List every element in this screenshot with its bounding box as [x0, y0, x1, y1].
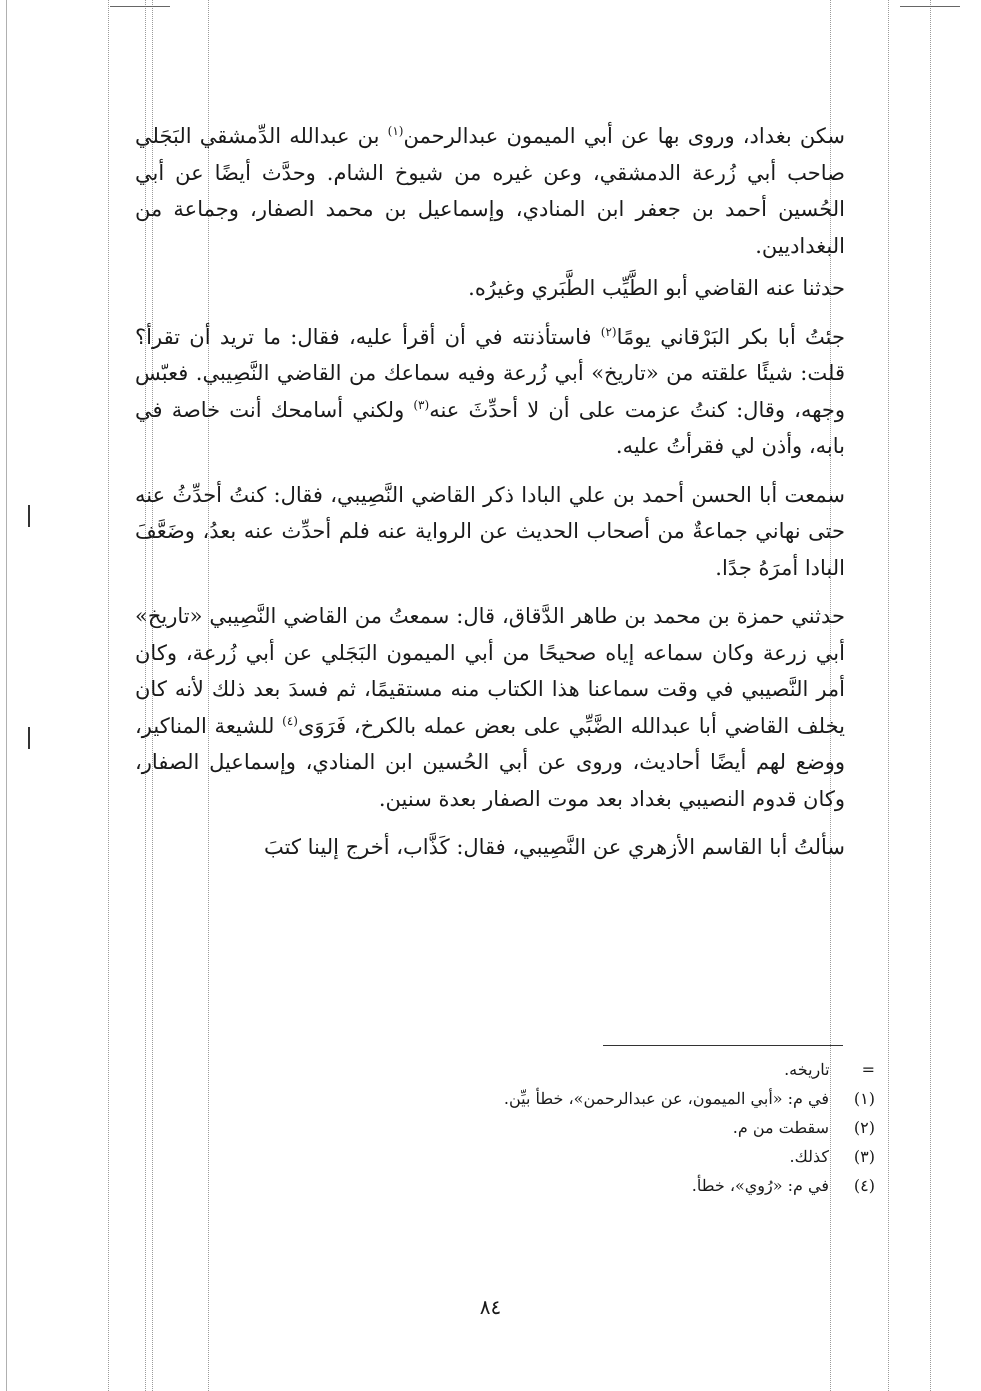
- paragraph-text: للشيعة المناكير، ووضع لهم أيضًا أحاديث، وروى عن أبي الحُسين ابن المنادي، وإسماعيل الصفار، وكان قدوم النصيبي بغداد بعد موت الصفار بعدة سنين.: [135, 713, 845, 811]
- paragraph-text: حدثنا عنه القاضي أبو الطَّيِّب الطَّبَري وغيرُه.: [468, 276, 845, 300]
- footnote-continuation: [380, 1055, 875, 1084]
- paragraph-text: بن عبدالله الدِّمشقي البَجَلي صاحب أبي زُرعة الدمشقي، وعن غيره من شيوخ الشام. وحدَّث أيضًا عن أبي الحُسين أحمد بن جعفر ابن المنادي، وإسماعيل بن محمد الصفار، وجماعة من البغداديين.: [135, 124, 845, 258]
- footnote-item: [380, 1113, 875, 1142]
- paragraph-text: ولكني أسامحك أنت خاصة في بابه، وأذن لي فقرأتُ عليه.: [135, 397, 845, 458]
- paragraph: [135, 829, 845, 866]
- continuation-mark: =: [861, 1060, 875, 1079]
- footnote-text: تاريخه.: [784, 1060, 830, 1079]
- paragraph: [135, 598, 845, 817]
- scan-top-rule: [110, 6, 170, 7]
- page-number: ٨٤: [479, 1295, 502, 1319]
- footnote-ref: (٣): [413, 397, 430, 412]
- scan-guide-line: [108, 0, 109, 1391]
- footnote-separator: [603, 1045, 843, 1046]
- scan-guide-line: [888, 0, 889, 1391]
- footnote-ref: (٤): [282, 713, 298, 728]
- paragraph: [135, 477, 845, 587]
- footnotes: [380, 1055, 875, 1200]
- paragraph-text: سألتُ أبا القاسم الأزهري عن النَّصِيبي، فقال: كَذَّاب، أخرج إلينا كتبَ: [264, 835, 845, 859]
- footnote-text: سقطت من م.: [732, 1118, 829, 1137]
- paragraph-text: حدثني حمزة بن محمد بن طاهر الدَّقاق، قال: سمعتُ من القاضي النَّصِيبي «تاريخ» أبي زرعة وكان سماعه إياه صحيحًا من أبي الميمون البَجَلي عن أبي زُرعة، وكان أمر النَّصيبي في وقت سماعنا هذا الكتاب منه مستقيمًا، ثم فسدَ بعد ذلك لأنه كان يخلف القاضي أبا عبدالله الضَّبِّي على بعض عمله بالكرخ، فَرَوَى: [135, 604, 845, 738]
- footnote-number: (٢): [853, 1118, 875, 1137]
- footnote-item: [380, 1084, 875, 1113]
- scan-top-rule: [900, 6, 960, 7]
- scan-guide-line: [930, 0, 931, 1391]
- scan-edge-mark: [28, 505, 30, 527]
- footnote-ref: (٢): [600, 324, 617, 339]
- paragraph-text: سكن بغداد، وروى بها عن أبي الميمون عبدالرحمن: [403, 124, 845, 148]
- scan-border-line: [6, 0, 7, 1391]
- paragraph: [135, 118, 845, 264]
- footnote-ref: (١): [387, 124, 404, 138]
- footnote-item: [380, 1142, 875, 1171]
- paragraph-text: جئتُ أبا بكر البَرْقاني يومًا: [616, 324, 845, 349]
- paragraph: [135, 319, 845, 465]
- page-body: [135, 118, 845, 866]
- scan-edge-mark: [28, 727, 30, 749]
- paragraph-text: فاستأذنته في أن أقرأ عليه، فقال: ما تريد أن تقرأ؟ قلت: شيئًا علقته من «تاريخ» أبي زُرعة وفيه سماعك من القاضي النَّصِيبي. فعبّس وجهه، وقال: كنتُ عزمت على أن لا أحدِّثَ عنه: [135, 324, 846, 422]
- footnote-number: (٣): [853, 1147, 875, 1166]
- paragraph-text: سمعت أبا الحسن أحمد بن علي البادا ذكر القاضي النَّصِيبي، فقال: كنتُ أحدِّثُ عنه حتى نهاني جماعةٌ من أصحاب الحديث عن الرواية عنه فلم أحدِّث عنه بعدُ، وضَعَّفَ البادا أمرَهُ جدًا.: [135, 482, 845, 580]
- footnote-text: في م: «أبي الميمون، عن عبدالرحمن»، خطأ بيِّن.: [503, 1089, 829, 1108]
- footnote-number: (١): [853, 1089, 875, 1108]
- footnote-text: كذلك.: [789, 1147, 829, 1166]
- footnote-number: (٤): [853, 1176, 875, 1195]
- footnote-text: في م: «رُوي»، خطأ.: [691, 1176, 829, 1195]
- paragraph: [135, 270, 845, 307]
- footnote-item: [380, 1171, 875, 1200]
